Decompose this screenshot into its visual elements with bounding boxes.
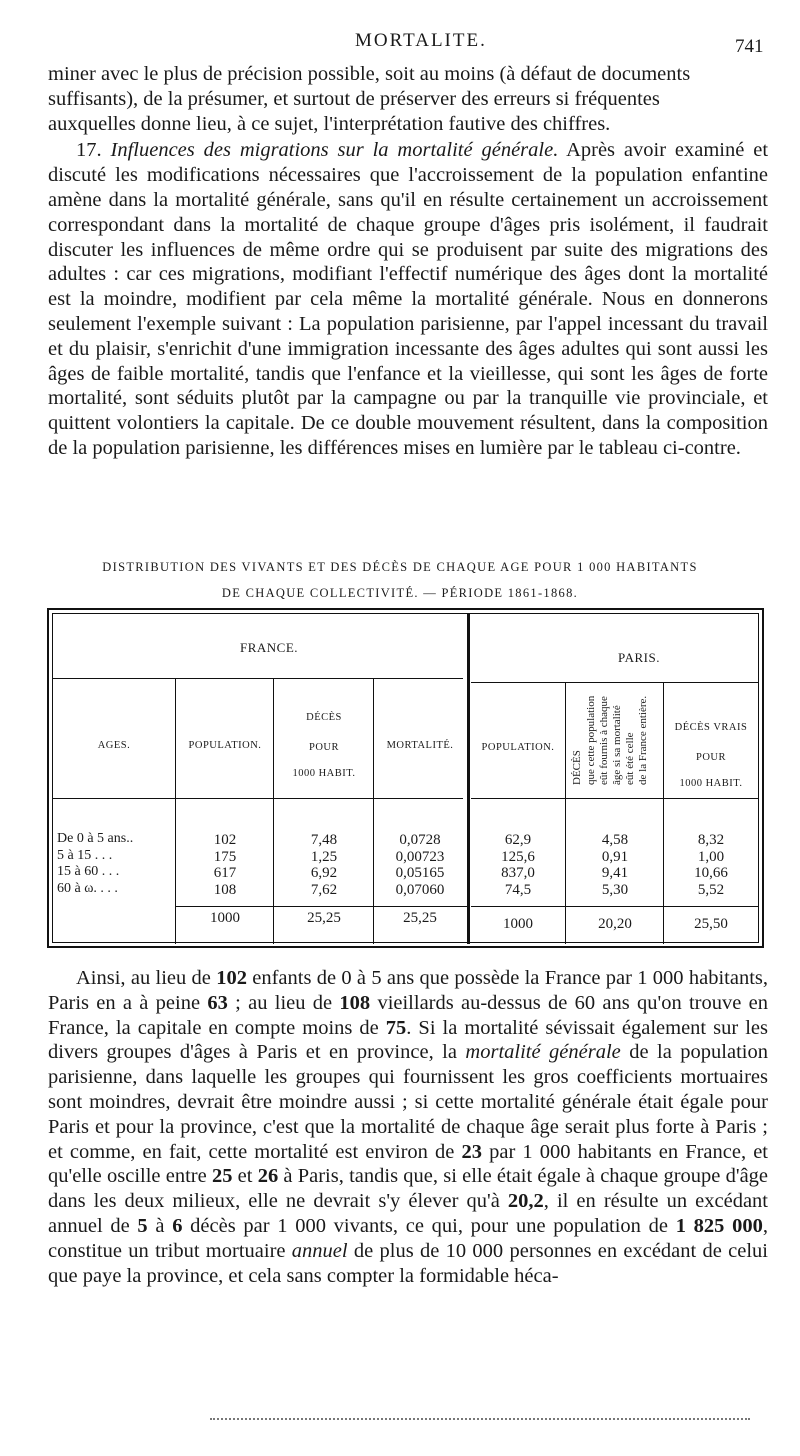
rule (273, 678, 274, 944)
row-theoretical: 9,41 (601, 865, 629, 881)
col-header-theoretical-line: que cette population (585, 695, 597, 785)
row-age: 15 à 60 . . . (57, 864, 120, 879)
row-mortalite: 0,05165 (395, 865, 445, 881)
caption-line-1: DISTRIBUTION DES VIVANTS ET DES DÉCÈS DE CHAQUE AGE POUR 1 000 HABITANTS (102, 560, 698, 574)
col-header-theoretical-deces: DÉCÈS (571, 750, 583, 785)
col-header-vrais-pour: POUR (695, 752, 726, 763)
section-heading: Influences des migrations sur la mortalité générale. (110, 139, 559, 162)
conclusion-text: Ainsi, au lieu de 102 enfants de 0 à 5 ans que possède la France par 1 000 habitants, Paris en a à peine 63 ; au lieu de 108 vieillards au-dessus de 60 ans qu'on trouve en France, la capitale en compte moins de 75. Si la mortalité sévissait également sur les divers groupes d'âges à Paris et en province, la mortalité générale de la population parisienne, dans laquelle les groupes qui fournissent les gros coefficients mortuaires sont moindres, devrait être moindre aussi ; si cette mortalité générale était égale pour Paris et pour la province, c'est que la mortalité de chaque âge serait plus forte à Paris ; et comme, en fait, cette mortalité est environ de 23 par 1 000 habitants en France, et qu'elle oscille entre 25 et 26 à Paris, tandis que, si elle était égale à chaque groupe d'âge dans les deux milieux, elle ne devrait s'y élever qu'à 20,2, il en résulte un excédant annuel de 5 à 6 décès par 1 000 vivants, ce qui, pour une population de 1 825 000, constitue un tribut mortuaire annuel de plus de 10 000 personnes en excédant de celui que paye la province, et cela sans compter la formidable héca- (48, 967, 769, 1287)
col-header-theoretical-line: âge si sa mortalité (611, 705, 623, 785)
row-theoretical: 4,58 (601, 832, 629, 848)
col-header-vrais-1000-habit: 1000 HABIT. (679, 778, 743, 789)
intro-paragraph (48, 62, 768, 461)
col-header-ages: AGES. (97, 740, 131, 751)
col-header-mortalite: MORTALITÉ. (386, 740, 454, 751)
figure-20-2: 20,2 (507, 1190, 544, 1213)
total-deces: 25,25 (307, 910, 341, 926)
intro-line: suffisants), de la présumer, et surtout de préserver des erreurs si fréquentes (48, 87, 660, 110)
row-deces-vrais: 10,66 (694, 865, 728, 881)
row-deces: 7,48 (310, 832, 338, 848)
emphasis-mortalite-generale: mortalité générale (465, 1041, 621, 1064)
row-population: 617 (213, 865, 237, 881)
rule (53, 678, 463, 679)
total-theoretical: 20,20 (598, 916, 632, 932)
figure-25: 25 (211, 1165, 233, 1188)
row-paris-population: 837,0 (501, 865, 535, 881)
col-header-1000-habit: 1000 HABIT. (292, 768, 356, 779)
row-age: 60 à ω. . . . (57, 880, 118, 896)
row-population: 108 (213, 881, 237, 898)
group-header-france: FRANCE. (239, 640, 299, 655)
figure-23: 23 (461, 1140, 482, 1163)
col-header-theoretical-line: de la France entière. (637, 695, 649, 785)
figure-5: 5 (137, 1214, 148, 1237)
section-body: Après avoir examiné et discuté les modifications nécessaires que l'accroissement de la population enfantine amène dans la mortalité générale, sans qu'il en résulte certainement un accroissement correspondant dans la mortalité de chaque groupe d'âges pris isolément, il faudrait discuter les influences de même ordre qui se produisent par suite des migrations des adultes : car ces migrations, modifiant l'effectif numérique des âges dont la mortalité est la moindre, modifient par cela même la mortalité générale. Nous en donnerons seulement l'exemple suivant : La population parisienne, par l'appel incessant du travail et du plaisir, s'enrichit d'une immigration incessante des âges adultes qui sont aussi les âges de faible mortalité, tandis que l'enfance et la vieillesse, qui sont les âges de forte mortalité, sont séduits plutôt par la campagne ou par la tranquille vie provinciale, et quittent volontiers la capitale. De ce double mouvement résultent, dans la composition de la population parisienne, les différences mises en lumière par le tableau ci-contre. (48, 139, 769, 459)
row-deces-vrais: 1,00 (697, 848, 725, 865)
row-theoretical: 0,91 (601, 848, 629, 865)
intro-line: auxquelles donne lieu, à ce sujet, l'interprétation fautive des chiffres. (48, 112, 611, 135)
figure-1825000: 1 825 000 (675, 1214, 763, 1237)
row-deces: 1,25 (310, 848, 338, 865)
section-paragraph (48, 138, 768, 460)
row-age: 5 à 15 . . . (57, 847, 113, 863)
col-header-deces: DÉCÈS (306, 712, 342, 723)
emphasis-annuel: annuel (291, 1239, 348, 1262)
figure-102: 102 (216, 967, 247, 989)
rule (565, 682, 566, 944)
page-header (0, 30, 800, 58)
row-age: De 0 à 5 ans.. (57, 831, 134, 846)
intro-line: miner avec le plus de précision possible, soit au moins (à défaut de documents (48, 63, 691, 85)
figure-108: 108 (339, 991, 371, 1014)
running-title: MORTALITE. (355, 30, 487, 51)
total-population: 1000 (210, 910, 240, 926)
rule (471, 798, 758, 799)
col-header-theoretical-line: eût été celle (624, 732, 636, 785)
col-header-paris-population: POPULATION. (481, 742, 555, 753)
figure-6: 6 (172, 1214, 183, 1237)
total-deces-vrais: 25,50 (694, 916, 728, 932)
page-bottom-rule (210, 1418, 750, 1420)
figure-75: 75 (385, 1016, 407, 1039)
row-mortalite: 0,00723 (395, 848, 445, 865)
row-mortalite: 0,07060 (395, 881, 445, 898)
col-header-population: POPULATION. (188, 740, 262, 751)
mortality-table (47, 608, 764, 948)
row-paris-population: 125,6 (501, 848, 535, 865)
figure-63: 63 (207, 991, 228, 1014)
group-divider (467, 614, 470, 944)
total-mortalite: 25,25 (403, 910, 437, 926)
total-rule (471, 906, 758, 907)
row-paris-population: 74,5 (504, 881, 532, 898)
page-number: 741 (735, 36, 764, 57)
rule (471, 682, 758, 683)
col-header-deces-vrais: DÉCÈS VRAIS (674, 722, 748, 733)
caption-line-2: DE CHAQUE COLLECTIVITÉ. — PÉRIODE 1861-1868. (221, 586, 579, 600)
row-paris-population: 62,9 (504, 832, 532, 848)
table-caption (60, 554, 740, 606)
row-deces: 6,92 (310, 865, 338, 881)
conclusion-paragraph (48, 966, 768, 1288)
rule (175, 678, 176, 944)
total-paris-population: 1000 (503, 916, 533, 932)
row-deces-vrais: 5,52 (697, 881, 725, 898)
rule (53, 798, 463, 799)
figure-26: 26 (257, 1165, 279, 1188)
row-deces: 7,62 (310, 881, 338, 898)
group-header-paris: PARIS. (618, 650, 660, 665)
col-header-pour: POUR (308, 742, 339, 753)
row-theoretical: 5,30 (601, 881, 629, 898)
total-rule (175, 906, 467, 907)
rule (663, 682, 664, 944)
row-deces-vrais: 8,32 (697, 832, 725, 848)
rule (373, 678, 374, 944)
row-population: 102 (213, 832, 237, 848)
row-mortalite: 0,0728 (399, 832, 441, 848)
row-population: 175 (213, 848, 237, 865)
col-header-theoretical-line: eût fournis à chaque (598, 696, 610, 785)
section-number: 17. (76, 139, 102, 162)
